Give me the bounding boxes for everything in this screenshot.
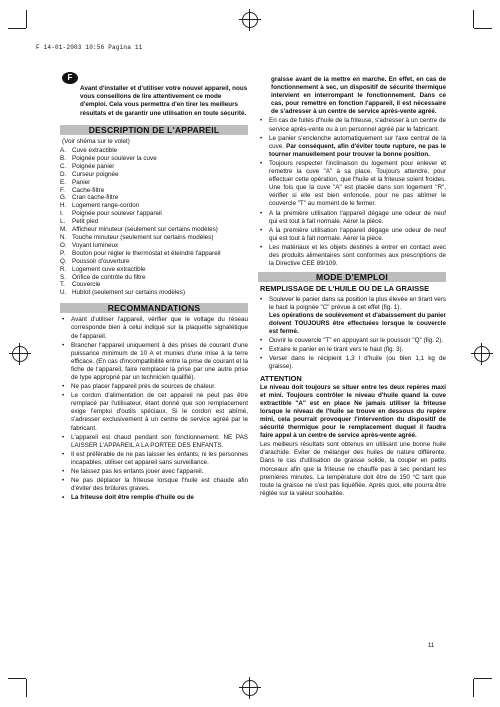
crop-mark [474, 28, 492, 29]
part-label: Afficheur minuteur (seulement sur certains modèles) [72, 226, 218, 234]
recommandations-list [60, 316, 248, 502]
part-label: Cache-filtre [72, 186, 105, 194]
print-header: F 14-01-2003 10:56 Pagina 11 [36, 44, 143, 51]
part-item [60, 147, 248, 155]
parts-list [60, 147, 248, 297]
part-label: Petit pied [72, 218, 99, 226]
mode-step [258, 346, 446, 354]
part-label: Hublot (seulement sur certains modèles) [72, 289, 186, 297]
part-letter: D. [60, 170, 67, 178]
part-letter: E. [60, 178, 66, 186]
part-item [60, 289, 248, 297]
recommandation-item: • Ne pas déplacer la friteuse lorsque l'huile est chaude afin d'éviter des brûlures graves. [60, 477, 248, 493]
recommandation-item: • Le cordon d'alimentation de cet appareil ne peut pas être remplacé par l'utilisateur, étant donné que son remplacement exige l'emploi d'outils spéciaux. Si le cordon est abîmé, s'adresser exclusivement à un centre de service agréé par le fabricant. [60, 392, 248, 432]
part-letter: N. [60, 233, 67, 241]
step-text: Soulever le panier dans sa position la plus élevée en tirant vers le haut la poignée "C" prévue à cet effet (fig. 1). [269, 295, 446, 311]
part-item [60, 234, 248, 242]
crop-mark [474, 678, 492, 679]
part-item [60, 258, 248, 266]
step-text: Ouvrir le couvercle "T" en appuyant sur le poussoir "Q" (fig. 2). [269, 337, 444, 345]
part-letter: P. [60, 249, 66, 257]
part-letter: S. [60, 273, 66, 281]
page-number: 11 [428, 643, 435, 649]
mode-steps [258, 296, 446, 372]
part-item [60, 179, 248, 187]
mode-step [258, 355, 446, 371]
attention-text: Le niveau doit toujours se situer entre les deux repères maxi et mini. Toujours contrôler le niveau d'huile quand la cuve extractible "A" est en place Ne jamais utiliser la friteuse lorsque le niveau de l'huile se trouve en dessous du repère mini, cela pourrait provoquer l'intervention du dispositif de sécurité thermique pour le remplacement duquel il faudra faire appel à un centre de service après-vente agréé. [260, 383, 446, 440]
attention-heading: ATTENTION [260, 373, 302, 383]
mode-step [258, 337, 446, 345]
part-label: Curseur poignée [72, 170, 119, 178]
recommandation-item: • Ne pas placer l'appareil près de sources de chaleur. [60, 383, 248, 391]
part-label: Poignée pour soulever l'appareil [72, 210, 162, 218]
part-letter: F. [60, 186, 65, 194]
description-subtitle: (Voir shéma sur le volet) [62, 137, 130, 145]
part-item [60, 242, 248, 250]
part-label: Cran cache-filtre [72, 194, 119, 202]
step-text: Extraire le panier en le tirant vers le haut (fig. 3). [269, 346, 404, 354]
safety-item [258, 117, 446, 133]
part-letter: Q. [60, 257, 67, 265]
part-letter: A. [60, 147, 66, 154]
part-item [60, 226, 248, 234]
crop-mark [8, 28, 26, 29]
part-label: Logement range-cordon [72, 202, 140, 210]
part-item [60, 281, 248, 289]
part-label: Logement cuve extractible [72, 265, 146, 273]
right-column [258, 76, 446, 499]
part-label: Voyant lumineux [72, 241, 119, 249]
safety-text: En cas de fuites d'huile de la friteuse, s'adresser à un centre de service après-vente ou à un personnel agréé par le fabricant. [269, 117, 446, 133]
part-letter: H. [60, 202, 67, 210]
part-letter: O. [60, 241, 67, 249]
part-letter: R. [60, 265, 67, 273]
registration-mark-icon [474, 346, 490, 362]
part-letter: I. [60, 210, 64, 218]
crop-mark [26, 10, 27, 28]
part-label: Touche minuteur (seulement sur certains modèles) [72, 233, 214, 241]
safety-text: Les matériaux et les objets destinés à entrer en contact avec des produits alimentaires sont conformes aux prescriptions de la Directive CEE 89/109. [269, 243, 446, 268]
safety-text: Le panier s'enclenche automatiquement sur l'axe central de la cuve. [269, 134, 446, 150]
part-label: Orifice de contrôle du filtre [72, 273, 146, 281]
left-column [60, 82, 248, 503]
language-badge: F [62, 72, 78, 84]
recommandation-item: • Brancher l'appareil uniquement à des prises de courant d'une puissance minimum de 10 A et munies d'une mise à la terre efficace. (En cas d'incompatibilité entre la prise de courant et la fiche de l'appareil, faire remplacer la prise par une autre prise de type approprié par un technicien qualifié). [60, 342, 248, 382]
part-letter: G. [60, 194, 67, 202]
oil-advice-text: Les meilleurs résultats sont obtenus en utilisant une bonne huile d'arachide. Eviter de mélanger des huiles de nature différente. Dans le cas d'utilisation de graisse solide, la couper en petits morceaux afin que la friteuse ne chauffe pas à sec pendant les premières minutes. La température doit être de 150 °C tant que toute la graisse ne s'est pas liquéfiée. Après quoi, elle pourra être réglée sur la valeur souhaitée. [260, 441, 446, 497]
part-label: Panier [72, 178, 91, 186]
part-item [60, 163, 248, 171]
part-item [60, 194, 248, 202]
crop-mark [26, 679, 27, 697]
part-label: Couvercle [72, 281, 101, 289]
part-letter: T. [60, 281, 65, 289]
part-letter: B. [60, 154, 66, 162]
step-text: Verser dans le récipient 1,3 l d'huile (ou bien 1,1 kg de graisse). [269, 355, 446, 371]
part-letter: L. [60, 218, 66, 226]
crop-mark [473, 10, 474, 28]
safety-text: A la première utilisation l'appareil dégage une odeur de neuf qui est tout à fait normale. Aérer la pièce. [269, 226, 446, 242]
right-bullets [258, 117, 446, 268]
safety-text: Toujours respecter l'inclinaison du logement pour enlever et remettre la cuve "A" à sa place. Toujours attendre, pour effectuer cette opération, que l'huile et la friteuse soient froides. Une fois que la cuve "A" est placée dans son logement "R", vérifier si elle est bien enfoncée, pour ne pas abîmer le couvercle "T" au moment de le fermer. [269, 159, 446, 208]
registration-mark-icon [242, 680, 258, 696]
mode-step [258, 296, 446, 336]
safety-item [258, 227, 446, 243]
part-item [60, 171, 248, 179]
safety-item [258, 135, 446, 159]
part-label: Poignée pour soulever la cuve [72, 154, 157, 162]
part-label: Poignée panier [72, 162, 115, 170]
part-letter: U. [60, 289, 67, 297]
step-bold: Les opérations de soulèvement et d'abaissement du panier doivent TOUJOURS être effectuées lorsque le couvercle est fermé. [269, 311, 446, 336]
safety-bold: Par conséquent, afin d'éviter toute rupture, ne pas le tourner manuellement pour trouver la bonne position. [269, 142, 446, 158]
safety-item [258, 210, 446, 226]
description-title: DESCRIPTION DE L'APPAREIL [60, 125, 248, 135]
part-letter: M. [60, 226, 67, 234]
safety-item [258, 160, 446, 209]
part-item [60, 250, 248, 258]
part-item [60, 218, 248, 226]
safety-item [258, 244, 446, 268]
part-label: Poussoir d'ouverture [72, 257, 130, 265]
recommandation-item: • La friteuse doit être remplie d'huile ou de [60, 494, 248, 502]
crop-mark [8, 678, 26, 679]
registration-mark-icon [12, 346, 28, 362]
filling-heading: REMPLISSAGE DE L'HUILE OU DE LA GRAISSE [260, 284, 430, 294]
part-item [60, 202, 248, 210]
recommandation-item: • Avant d'utiliser l'appareil, vérifier que le voltage du réseau corresponde bien à celui indiqué sur la plaquette signalétique de l'appareil. [60, 316, 248, 340]
part-label: Cuve extractible [72, 147, 118, 154]
part-item [60, 187, 248, 195]
reco-continuation: graisse avant de la mettre en marche. En effet, en cas de fonctionnement à sec, un dispositif de sécurité thermique intervient en interrompant le fonctionnement. Dans ce cas, pour remettre en fonction l'appareil, il est nécessaire de s'adresser à un centre de service après-vente agréé. [271, 76, 446, 116]
crop-mark [473, 679, 474, 697]
part-item [60, 155, 248, 163]
safety-text: A la première utilisation l'appareil dégage une odeur de neuf qui est tout à fait normale. Aérer la pièce. [269, 209, 446, 225]
part-label: Bouton pour régler le thermostat et éteindre l'appareil [72, 249, 221, 257]
part-item [60, 274, 248, 282]
recommandations-title: RECOMMANDATIONS [60, 303, 248, 313]
part-item [60, 266, 248, 274]
part-item [60, 210, 248, 218]
registration-mark-icon [242, 12, 258, 28]
mode-title: MODE D'EMPLOI [258, 272, 446, 282]
recommandation-item: • Il est préférable de ne pas laisser les enfants, ni les personnes incapables, utiliser cet appareil sans surveillance. [60, 451, 248, 467]
recommandation-item: • L'appareil est chaud pendant son fonctionnement. NE PAS LAISSER L'APPAREIL A LA PORTEE DES ENFANTS. [60, 434, 248, 450]
recommandation-item: • Ne laissez pas les enfants jouer avec l'appareil. [60, 468, 248, 476]
part-letter: C. [60, 162, 67, 170]
intro-text: Avant d'installer et d'utiliser votre nouvel appareil, nous vous conseillons de lire attentivement ce mode d'emploi. Cela vous permettra d'en tirer les meilleurs résultats et de garantir une utilisation en toute sécurité. [80, 85, 248, 117]
